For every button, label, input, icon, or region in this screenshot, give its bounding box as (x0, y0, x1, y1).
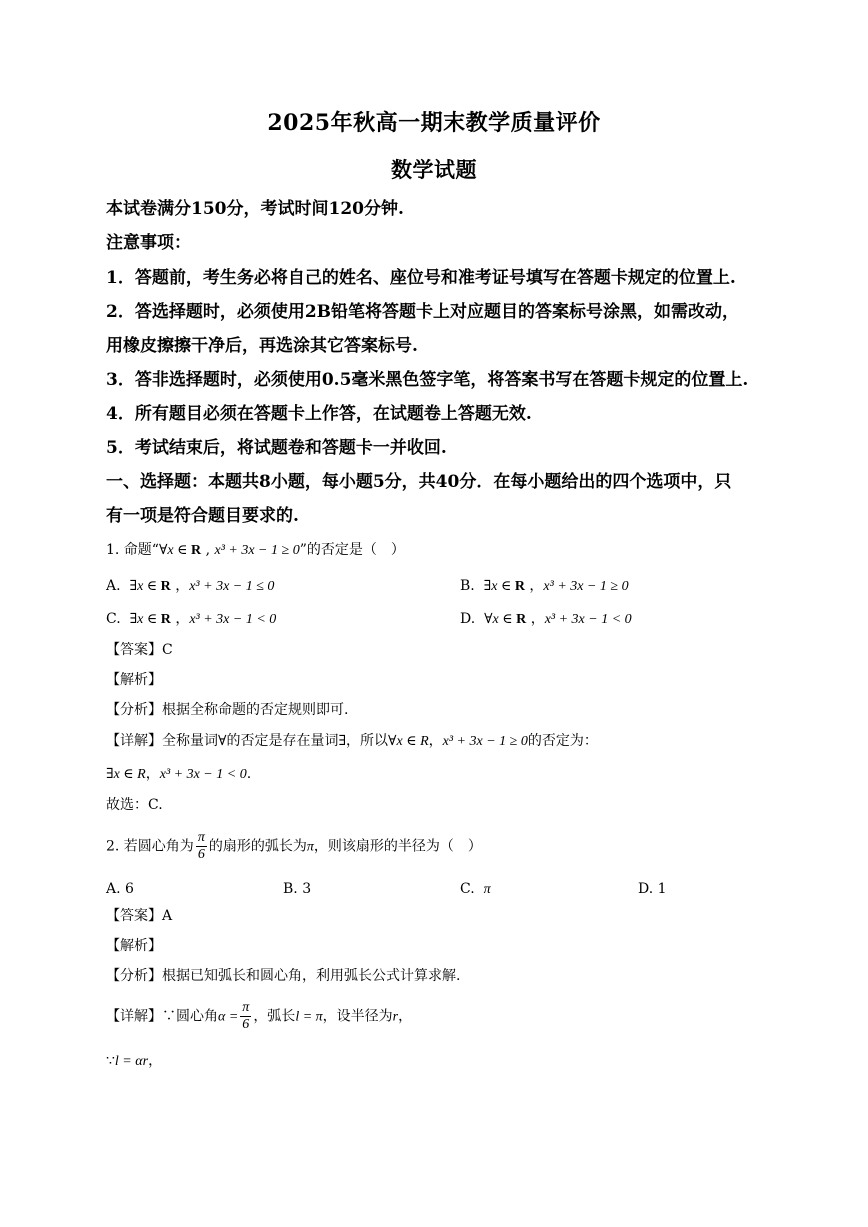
notice-item-1: 1．答题前，考生务必将自己的姓名、座位号和准考证号填写在答题卡规定的位置上. (106, 268, 736, 288)
option-label: C. (460, 881, 475, 897)
option-label: D. (460, 611, 476, 627)
q1-conclusion: 故选：C. (106, 797, 163, 813)
q2-detail-mid2: ，设半径为 (322, 1008, 393, 1025)
q1-option-a (106, 576, 274, 597)
question-2-stem (106, 830, 482, 863)
option-expression: x³ + 3x − 1 < 0 (189, 612, 277, 627)
option-expression: x³ + 3x − 1 < 0 (544, 612, 632, 627)
fraction-numerator: π (197, 830, 205, 845)
q1-method: 【分析】根据全称命题的否定规则即可. (106, 702, 349, 718)
option-sep: ， (170, 611, 190, 627)
option-set: R (514, 579, 525, 594)
q1-analysis-heading: 【解析】 (106, 672, 162, 688)
q1-answer: 【答案】C (106, 642, 173, 658)
because-symbol: ∵ (106, 1053, 115, 1069)
q1-detail2-expression: x³ + 3x − 1 < 0 (159, 767, 247, 782)
q2-method: 【分析】根据已知弧长和圆心角，利用弧长公式计算求解. (106, 968, 461, 984)
q1-stem-quantifier: ∀x ∈ (158, 543, 191, 558)
q1-option-c (106, 609, 276, 630)
section-heading-line-2: 有一项是符合题目要求的. (106, 506, 299, 526)
q2-detail (106, 1000, 412, 1033)
option-set: R (160, 579, 171, 594)
fraction-denominator: 6 (242, 1017, 250, 1032)
q1-stem-set: R (191, 543, 202, 558)
option-set: R (160, 612, 171, 627)
option-value: π (483, 882, 491, 897)
q2-answer: 【答案】A (106, 908, 173, 924)
notice-item-2-cont: 用橡皮擦擦干净后，再选涂其它答案标号. (106, 336, 418, 356)
q1-detail-suffix: 的否定为： (527, 733, 598, 749)
q2-stem-prefix: 2. 若圆心角为 (106, 838, 194, 855)
option-quantifier: ∃x ∈ (483, 579, 515, 594)
q2-option-a: A. 6 (106, 881, 134, 897)
score-line: 本试卷满分150分，考试时间120分钟. (106, 199, 404, 219)
option-sep: ， (524, 578, 544, 594)
q1-detail2-end: . (246, 766, 252, 782)
q2-formula-end: ， (148, 1053, 163, 1069)
q1-stem-expression: x³ + 3x − 1 ≥ 0 (214, 543, 300, 558)
q2-detail-fraction (240, 1000, 251, 1033)
exam-title: 2025年秋高一期末教学质量评价 (267, 110, 601, 136)
q2-option-d: D. 1 (638, 881, 667, 897)
q1-detail-cont (106, 764, 251, 785)
q1-detail-expression: x³ + 3x − 1 ≥ 0 (442, 734, 528, 749)
option-label: B. (460, 578, 475, 594)
option-quantifier: ∀x ∈ (484, 612, 517, 627)
q2-analysis-heading: 【解析】 (106, 938, 162, 954)
q1-option-b (460, 576, 629, 597)
option-quantifier: ∃x ∈ (129, 612, 161, 627)
option-label: C. (106, 611, 121, 627)
q2-detail-alpha: α = (218, 1009, 239, 1025)
q2-stem-suffix: ，则该扇形的半径为（ ） (313, 838, 482, 855)
q2-stem-pi: π (306, 839, 314, 855)
option-quantifier: ∃x ∈ (129, 579, 161, 594)
option-set: R (516, 612, 527, 627)
q2-option-c (460, 879, 491, 900)
exam-subtitle: 数学试题 (391, 157, 477, 182)
q1-detail-prefix: 【详解】全称量词∀的否定是存在量词∃，所以 (106, 733, 389, 749)
q2-stem-mid: 的扇形的弧长为 (208, 838, 307, 855)
q2-formula-expression: l = αr (114, 1054, 149, 1069)
q2-formula (106, 1051, 162, 1072)
q1-detail2-sep: ， (145, 766, 160, 782)
q2-stem-fraction (196, 830, 207, 863)
option-expression: x³ + 3x − 1 ≤ 0 (189, 579, 275, 594)
notice-item-5: 5．考试结束后，将试题卷和答题卡一并收回. (106, 438, 447, 458)
q1-stem-sep: , (201, 542, 215, 558)
fraction-denominator: 6 (197, 847, 205, 862)
section-heading-line-1: 一、选择题：本题共8小题，每小题5分，共40分．在每小题给出的四个选项中，只 (106, 472, 732, 492)
option-sep: ， (526, 611, 545, 627)
option-sep: ， (170, 578, 190, 594)
question-1-stem (106, 540, 405, 561)
q1-stem-prefix: 1. 命题“ (106, 542, 159, 558)
q2-detail-end: ， (398, 1008, 413, 1025)
notice-item-3: 3．答非选择题时，必须使用0.5毫米黑色签字笔，将答案书写在答题卡规定的位置上. (106, 370, 749, 390)
q1-detail (106, 731, 598, 752)
q1-stem-suffix: ”的否定是（ ） (299, 542, 405, 558)
option-expression: x³ + 3x − 1 ≥ 0 (543, 579, 629, 594)
q2-detail-arc: l = π (295, 1009, 323, 1025)
q2-detail-radius: r (392, 1009, 399, 1025)
notice-item-2: 2．答选择题时，必须使用2B铅笔将答题卡上对应题目的答案标号涂黑，如需改动， (106, 302, 740, 322)
notice-heading: 注意事项： (106, 233, 191, 253)
notice-item-4: 4．所有题目必须在答题卡上作答，在试题卷上答题无效. (106, 404, 532, 424)
q2-detail-prefix: 【详解】∵圆心角 (106, 1008, 218, 1025)
q1-option-d (460, 609, 632, 630)
q2-detail-mid: ，弧长 (253, 1008, 296, 1025)
q1-detail-quantifier: ∀x ∈ R (388, 734, 429, 749)
q1-detail-sep: ， (428, 733, 443, 749)
option-label: A. (106, 578, 121, 594)
fraction-numerator: π (242, 1000, 250, 1015)
q2-option-b: B. 3 (283, 881, 312, 897)
q1-detail2-quantifier: ∃x ∈ R (106, 767, 146, 782)
